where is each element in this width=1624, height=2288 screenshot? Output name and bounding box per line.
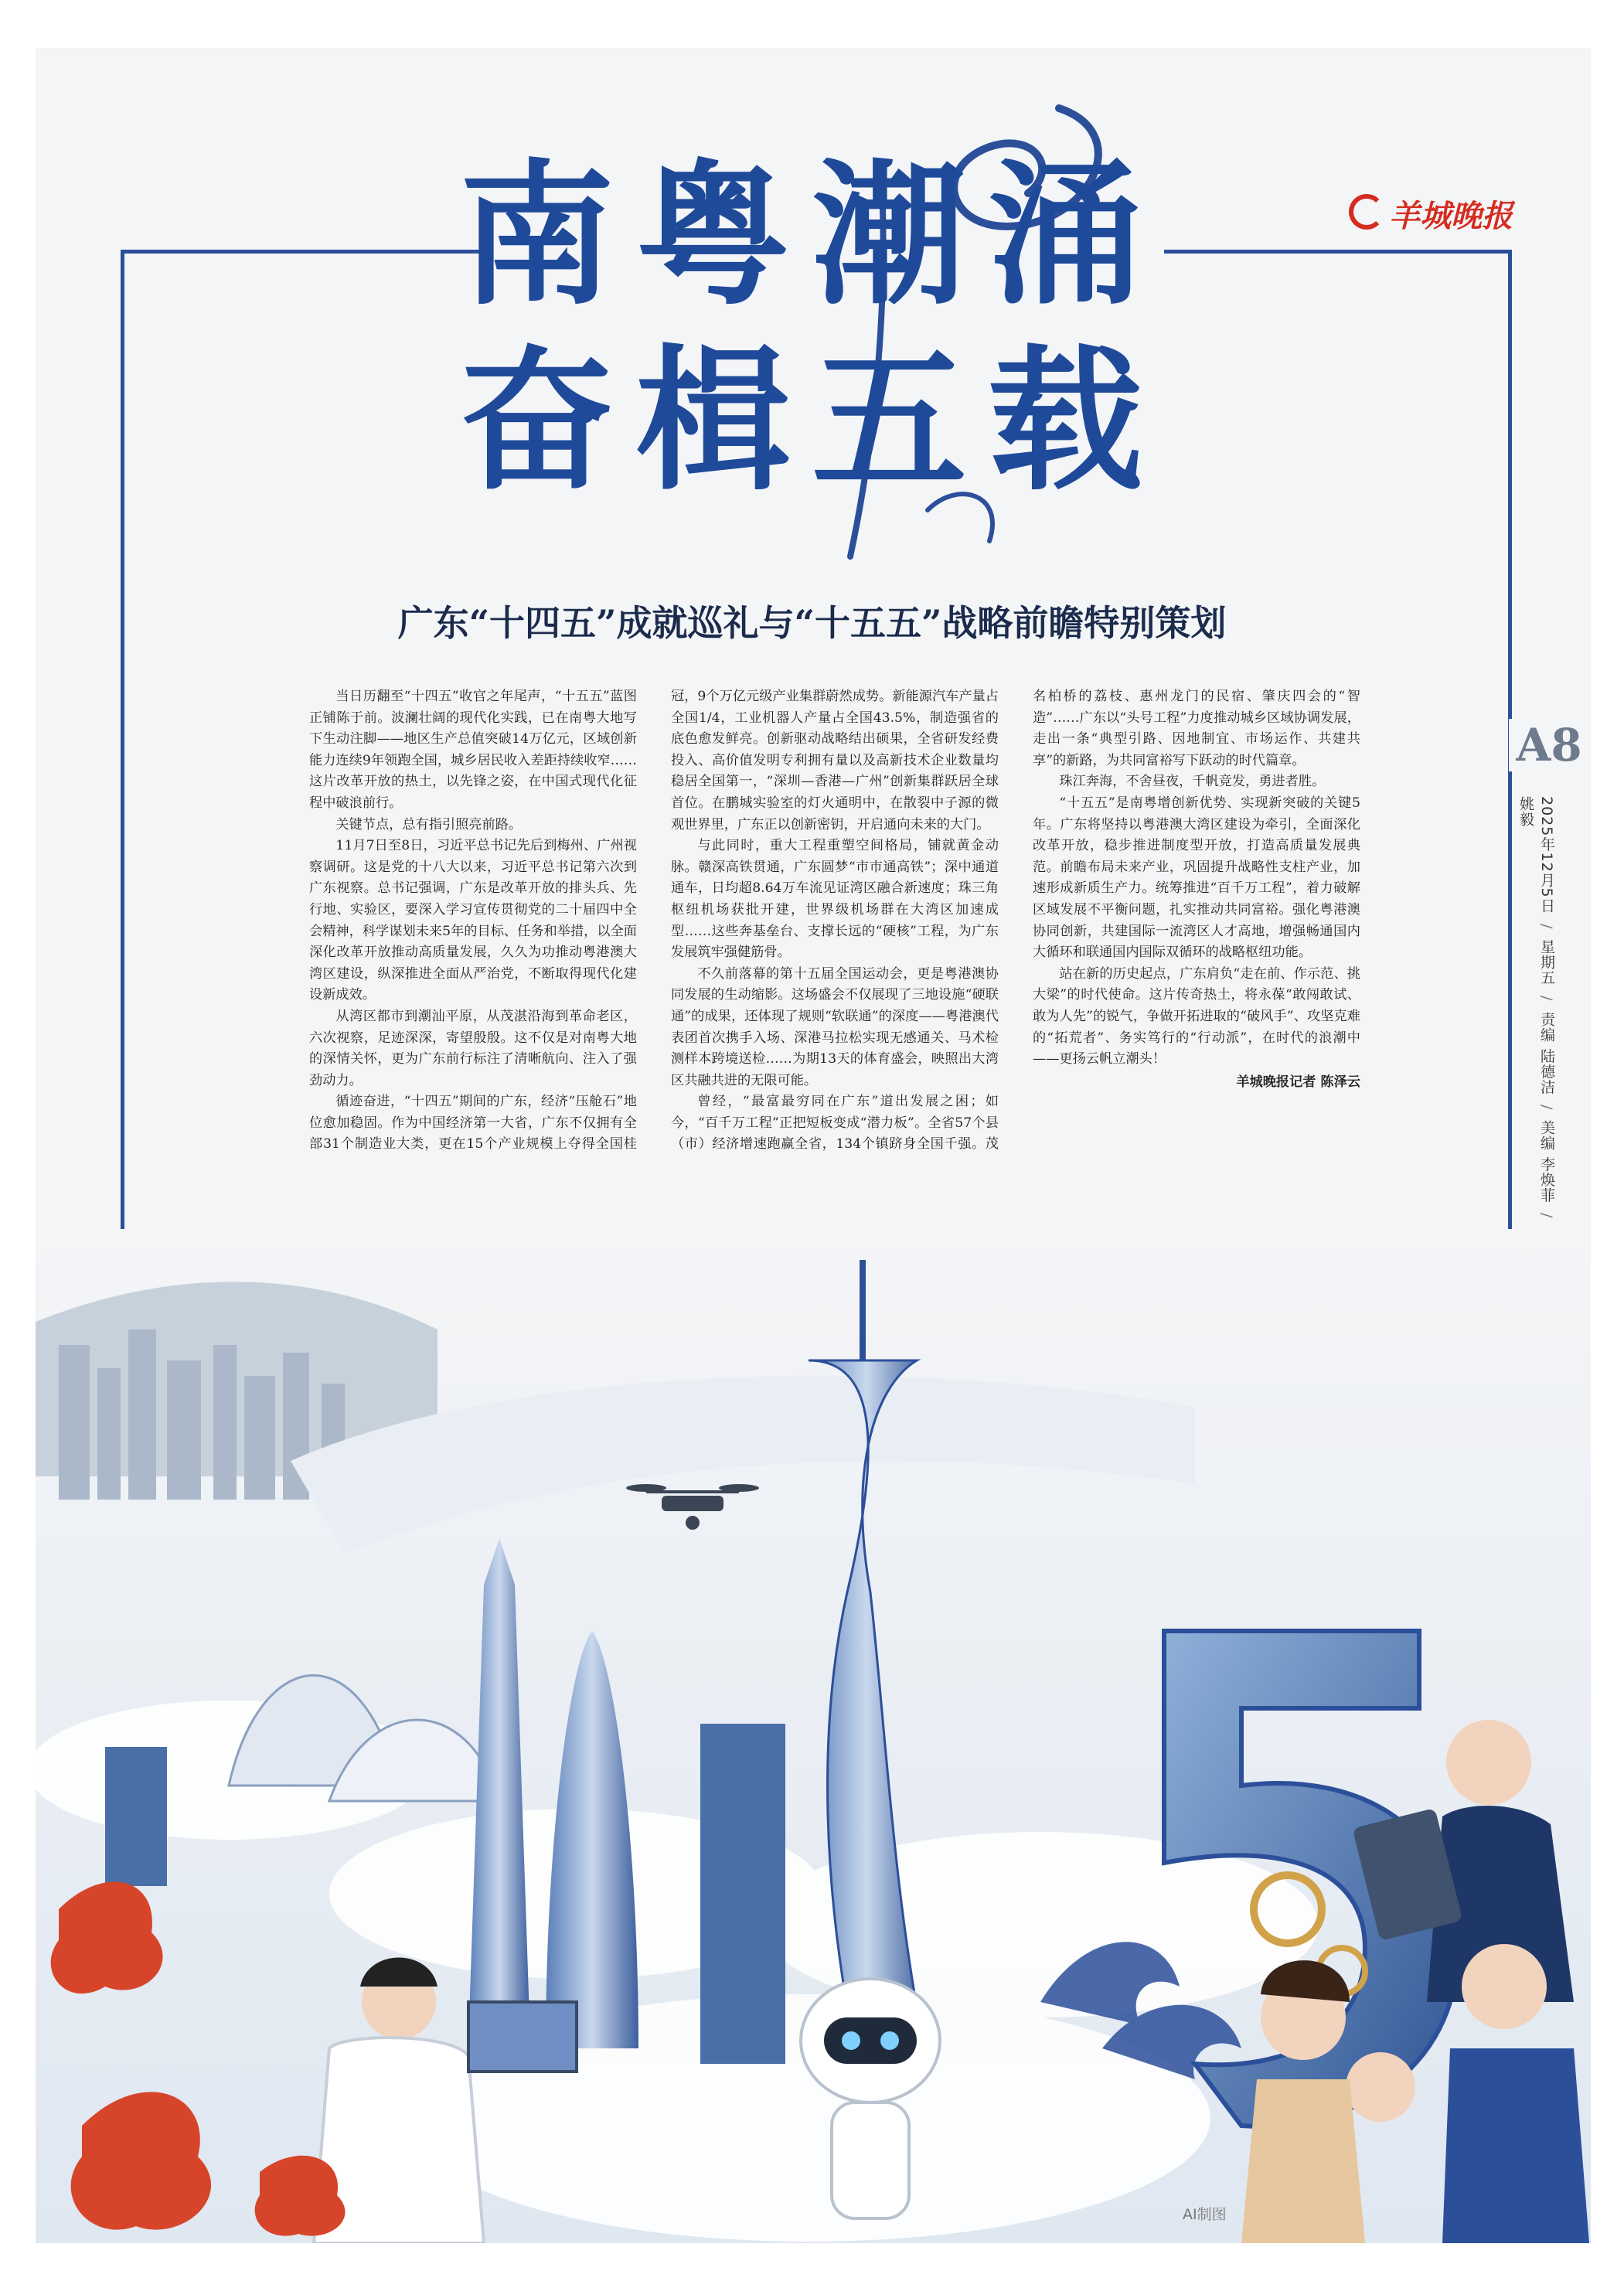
page-editor: 责编 陆德洁 xyxy=(1538,1011,1555,1095)
page-weekday: 星期五 xyxy=(1538,939,1555,986)
article-paragraph: 不久前落幕的第十五届全国运动会，更是粤港澳协同发展的生动缩影。这场盛会不仅展现了三地设施“硬联通”的成果，还体现了规则“软联通”的深度——粤港澳代表团首次携手入场、深港马拉松实现无感通关、马术检测样本跨境送检……为期13天的体育盛会，映照出大湾区共融共进的无限可能。 xyxy=(671,965,999,1088)
article-paragraph: 11月7日至8日，习近平总书记先后到梅州、广州视察调研。这是党的十八大以来，习近平总书记第六次到广东视察。总书记强调，广东是改革开放的排头兵、先行地、实验区，要深入学习宣传贯彻党的二十届四中全会精神，科学谋划未来5年的目标、任务和举措，以全面深化改革开放推动高质量发展，久久为功推动粤港澳大湾区建设，纵深推进全面从严治党，不断取得现代化建设新成效。 xyxy=(309,838,637,1003)
article-paragraph: 曾经，“最富最穷同在广东”道出发展之困；如今，“百千万工程”正把短板变成“潜力板”。全省57个县（市）经济增速跑赢全省，134个镇跻身全国千强。茂名柏桥的荔枝、惠州龙门的民宿、肇庆四会的“智造”……广东以“头号工程”力度推动城乡区域协调发展，走出一条“典型引路、因地制宜、市场运作、共建共享”的新路，为共同富裕写下跃动的时代篇章。 xyxy=(671,689,1360,1153)
big-numeral-label: 5 xyxy=(1311,1795,1316,1803)
article-paragraph: 循迹奋进，“十四五”期间的广东，经济“压舱石”地位愈加稳固。作为中国经济第一大省，广东不仅拥有全部31个制造业大类，更在15个产业规模上夺得全国桂冠，9个万亿元级产业集群蔚然成势。新能源汽车产量占全国1/4，工业机器人产量占全国43.5%，制造强省的底色愈发鲜亮。创新驱动战略结出硕果，全省研发经费投入、高价值发明专利拥有量以及高新技术企业数量均稳居全国第一，“深圳—香港—广州”创新集群跃居全球首位。在鹏城实验室的灯火通明中，在散裂中子源的微观世界里，广东正以创新密钥，开启通向未来的大门。 xyxy=(309,689,999,1153)
article-paragraph: 从湾区都市到潮汕平原，从茂湛沿海到革命老区，六次视察，足迹深深，寄望殷殷。这不仅是对南粤大地的深情关怀，更为广东前行标注了清晰航向、注入了强劲动力。 xyxy=(309,1008,637,1088)
subtitle: 广东“十四五”成就巡礼与“十五五”战略前瞻特别策划 xyxy=(397,602,1227,644)
page-proofreader: 姚毅 xyxy=(1517,796,1534,827)
headline-line-1: 南粤潮涌 xyxy=(459,145,1165,326)
logo-text: 羊城晚报 xyxy=(1389,198,1513,234)
article-paragraph: 与此同时，重大工程重塑空间格局，铺就黄金动脉。赣深高铁贯通，广东圆梦“市市通高铁”；深中通道通车，日均超8.64万车流见证湾区融合新速度；珠三角枢纽机场获批开建，世界级机场群在大湾区加速成型……这些奔基垒台、支撑长远的“硬核”工程，为广东发展筑牢强健筋骨。 xyxy=(671,838,999,961)
page-meta-vertical xyxy=(1517,796,1558,1260)
article-paragraph: 珠江奔海，不舍昼夜，千帆竞发，勇进者胜。 xyxy=(1059,774,1326,790)
meta-separator: / xyxy=(1538,996,1555,1002)
logo-mark-icon xyxy=(1349,194,1384,230)
meta-separator: / xyxy=(1538,923,1555,930)
article-body xyxy=(309,686,1360,1227)
newspaper-logo xyxy=(1349,192,1513,236)
headline-line-2: 奋楫五载 xyxy=(459,330,1165,512)
article-paragraph: “十五五”是南粤增创新优势、实现新突破的关键5年。广东将坚持以粤港澳大湾区建设为牵引，全面深化改革开放，稳步推进制度型开放，打造高质量发展典范。前瞻布局未来产业，巩固提升战略性支柱产业，加速形成新质生产力。统筹推进“百千万工程”，着力破解区域发展不平衡问题，扎实推动共同富裕。强化粤港澳协同创新，共建国际一流湾区人才高地，增强畅通国内大循环和联通国内国际双循环的战略枢纽功能。 xyxy=(1033,795,1360,961)
page-date: 2025年12月5日 xyxy=(1538,796,1555,914)
ai-illustration xyxy=(36,1229,1591,2243)
article-byline: 羊城晚报记者 陈泽云 xyxy=(1236,1074,1360,1090)
article-paragraph: 当日历翻至“十四五”收官之年尾声，“十五五”蓝图正铺陈于前。波澜壮阔的现代化实践，已在南粤大地写下生动注脚——地区生产总值突破14万亿元，区域创新能力连续9年领跑全国，城乡居民收入差距持续收窄……这片改革开放的热土，以先锋之姿，在中国式现代化征程中破浪前行。 xyxy=(309,689,637,811)
page-number: A8 xyxy=(1509,719,1589,771)
page-designer: 美编 李焕菲 xyxy=(1538,1120,1555,1204)
article-paragraph: 站在新的历史起点，广东肩负“走在前、作示范、挑大梁”的时代使命。这片传奇热土，将永葆“敢闯敢试、敢为人先”的锐气，争做开拓进取的“破风手”、攻坚克难的“拓荒者”、务实笃行的“行动派”，在时代的浪潮中——更扬云帆立潮头！ xyxy=(1033,965,1360,1067)
meta-separator: / xyxy=(1538,1104,1555,1111)
illustration-credit: AI制图 xyxy=(1183,2206,1227,2223)
article-paragraph: 关键节点，总有指引照亮前路。 xyxy=(335,816,523,832)
meta-separator: / xyxy=(1538,1213,1555,1219)
